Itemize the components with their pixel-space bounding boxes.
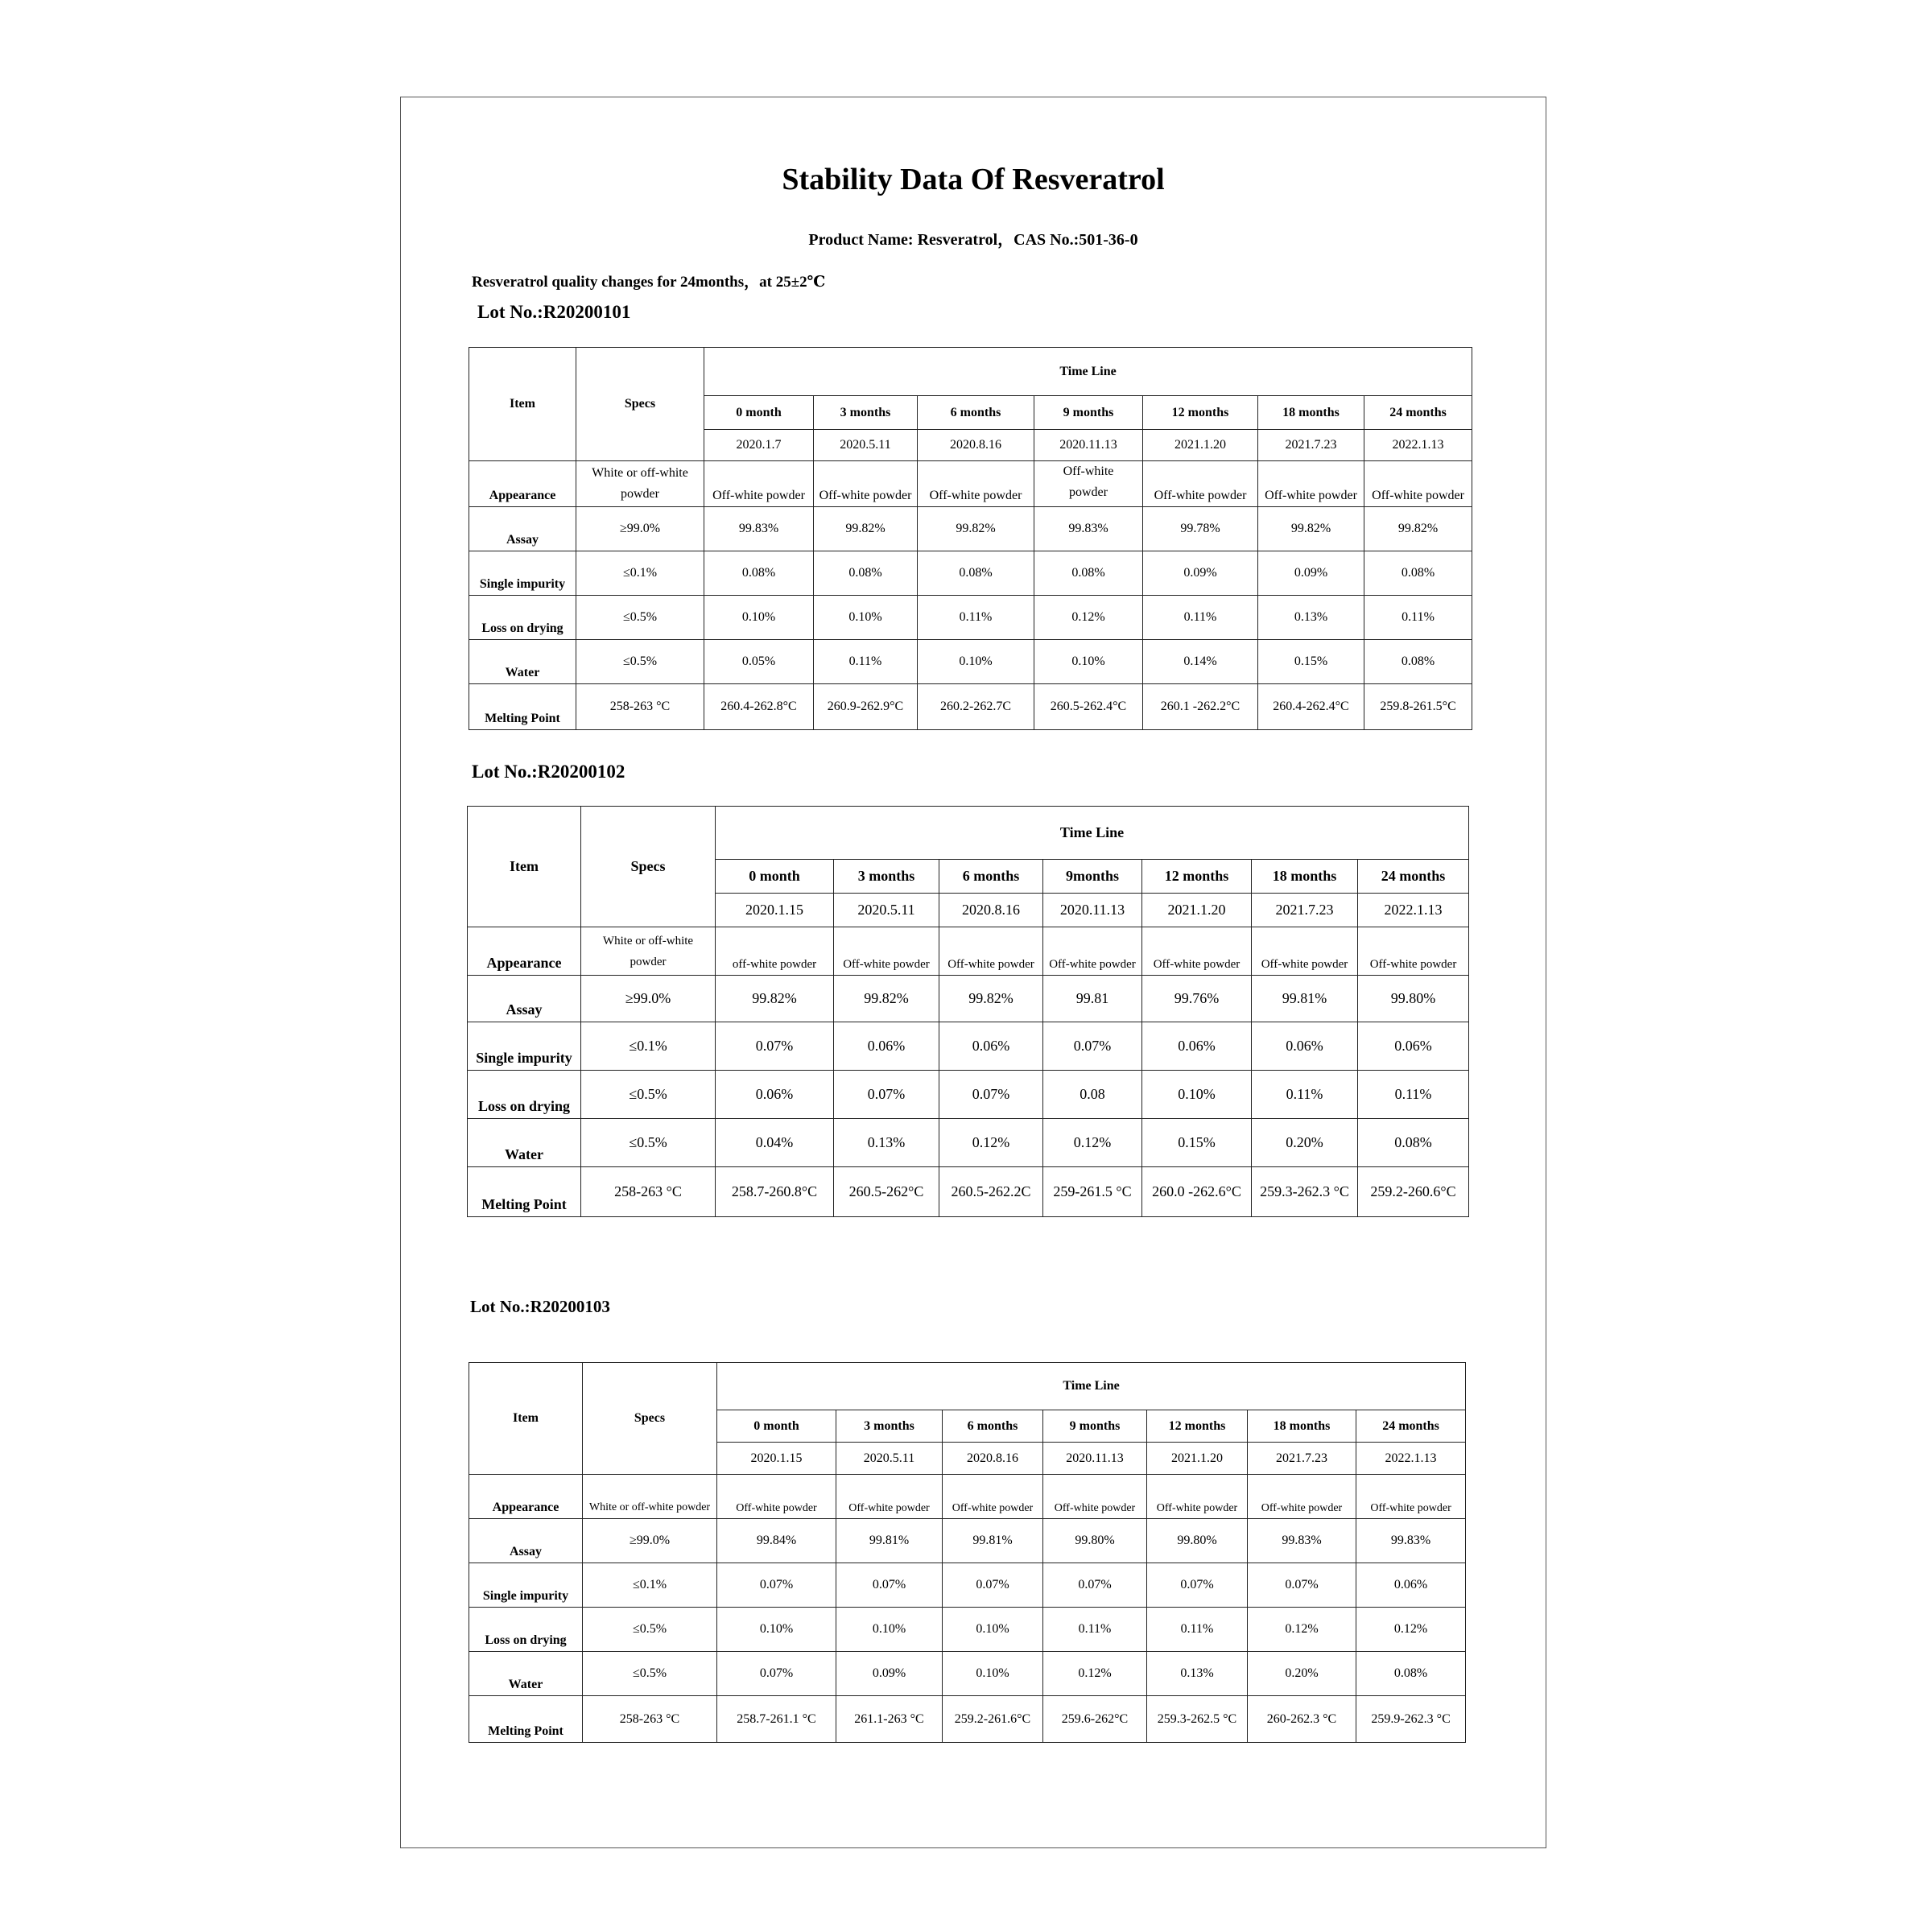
spec-cell: ≤0.5% [581, 1071, 716, 1119]
item-label: Melting Point [468, 1167, 581, 1217]
value-cell: Off-white powder [704, 461, 814, 507]
item-label: Assay [469, 1519, 583, 1563]
value-cell: 0.11% [1043, 1608, 1147, 1652]
value-cell: 0.11% [1143, 596, 1258, 640]
value-cell: 0.06% [1358, 1022, 1469, 1071]
value-cell: Off-white powder [834, 927, 939, 976]
header-item: Item [469, 348, 576, 461]
value-cell: 0.07% [1043, 1563, 1147, 1608]
value-cell: 260.5-262.4°C [1034, 684, 1143, 730]
value-cell: 0.07% [1043, 1022, 1142, 1071]
value-cell: Off-white powder [1143, 461, 1258, 507]
value-cell: 0.07% [836, 1563, 943, 1608]
table-row [469, 1519, 1466, 1563]
value-cell: 0.07% [1147, 1563, 1248, 1608]
value-cell: Off-white powder [1364, 461, 1472, 507]
value-cell: 99.82% [814, 507, 918, 551]
header-timeline: Time Line [716, 807, 1469, 860]
value-cell: 99.83% [1356, 1519, 1466, 1563]
date-cell: 2020.8.16 [939, 894, 1043, 927]
item-label: Loss on drying [468, 1071, 581, 1119]
value-cell: 0.12% [1248, 1608, 1356, 1652]
table-row [468, 1119, 1469, 1167]
value-cell: 99.81% [836, 1519, 943, 1563]
table-row [469, 1563, 1466, 1608]
value-cell: 0.08% [704, 551, 814, 596]
value-cell: 0.06% [716, 1071, 834, 1119]
value-cell: 0.10% [1034, 640, 1143, 684]
value-cell: Off-white powder [943, 1475, 1043, 1519]
value-cell: 0.12% [1034, 596, 1143, 640]
value-cell: 0.06% [1356, 1563, 1466, 1608]
value-cell: 0.12% [939, 1119, 1043, 1167]
table-row [469, 1475, 1466, 1519]
value-cell: 0.13% [1258, 596, 1364, 640]
month-header: 6 months [939, 860, 1043, 894]
page-title: Stability Data Of Resveratrol [782, 163, 1165, 196]
value-cell: 259.6-262°C [1043, 1696, 1147, 1743]
value-cell: 260.4-262.8°C [704, 684, 814, 730]
value-cell: 0.13% [834, 1119, 939, 1167]
header-specs: Specs [581, 807, 716, 927]
value-cell: 99.80% [1358, 976, 1469, 1022]
value-cell: 99.83% [1248, 1519, 1356, 1563]
value-cell: 0.10% [814, 596, 918, 640]
spec-cell: 258-263 °C [581, 1167, 716, 1217]
value-cell: Off-white powder [1043, 1475, 1147, 1519]
date-cell: 2021.7.23 [1258, 430, 1364, 461]
stability-table-lot-2 [467, 806, 1469, 1217]
value-cell: 0.11% [918, 596, 1034, 640]
value-cell: 0.07% [834, 1071, 939, 1119]
value-cell: 0.08% [1356, 1652, 1466, 1696]
value-cell: 99.81 [1043, 976, 1142, 1022]
product-subtitle: Product Name: Resveratrol，CAS No.:501-36-0 [808, 231, 1138, 249]
month-header: 12 months [1147, 1410, 1248, 1443]
intro-line: Resveratrol quality changes for 24months，at 25±2℃ [472, 274, 826, 291]
value-cell: 260.5-262.2C [939, 1167, 1043, 1217]
value-cell: 0.08% [1364, 640, 1472, 684]
date-cell: 2020.1.15 [716, 894, 834, 927]
month-header: 18 months [1252, 860, 1358, 894]
stability-table-lot-3 [469, 1362, 1466, 1743]
value-cell: Off-white powder [918, 461, 1034, 507]
value-cell: 260-262.3 °C [1248, 1696, 1356, 1743]
value-cell: 0.08 [1043, 1071, 1142, 1119]
value-cell: Off-white powder [1043, 927, 1142, 976]
value-cell: Off-white powder [939, 927, 1043, 976]
table-row [469, 1696, 1466, 1743]
date-cell: 2021.1.20 [1142, 894, 1252, 927]
value-cell: 0.20% [1252, 1119, 1358, 1167]
header-timeline: Time Line [717, 1363, 1466, 1410]
table-row [469, 596, 1472, 640]
item-label: Water [469, 1652, 583, 1696]
month-header: 18 months [1258, 396, 1364, 430]
month-header: 3 months [814, 396, 918, 430]
value-cell: 0.11% [1358, 1071, 1469, 1119]
value-cell: 0.08% [1358, 1119, 1469, 1167]
value-cell: 259.2-261.6°C [943, 1696, 1043, 1743]
value-cell: 99.81% [943, 1519, 1043, 1563]
value-cell: 259.2-260.6°C [1358, 1167, 1469, 1217]
month-header: 24 months [1358, 860, 1469, 894]
value-cell: 259.3-262.3 °C [1252, 1167, 1358, 1217]
spec-cell: 258-263 °C [583, 1696, 717, 1743]
date-cell: 2021.1.20 [1143, 430, 1258, 461]
value-cell: Off-white powder [1034, 461, 1143, 507]
value-cell: 0.06% [834, 1022, 939, 1071]
value-cell: 0.10% [943, 1608, 1043, 1652]
value-cell: 0.08% [814, 551, 918, 596]
value-cell: 99.80% [1043, 1519, 1147, 1563]
value-cell: Off-white powder [1142, 927, 1252, 976]
item-label: Melting Point [469, 684, 576, 730]
value-cell: 0.09% [1258, 551, 1364, 596]
item-label: Water [469, 640, 576, 684]
value-cell: 0.15% [1258, 640, 1364, 684]
spec-cell: ≤0.5% [583, 1608, 717, 1652]
table-row [468, 1071, 1469, 1119]
table-row [469, 1608, 1466, 1652]
lot-label-1: Lot No.:R20200101 [477, 302, 631, 322]
spec-cell: White or off-white powder [581, 927, 716, 976]
spec-cell: ≤0.1% [581, 1022, 716, 1071]
month-header: 9 months [1043, 1410, 1147, 1443]
spec-cell: 258-263 °C [576, 684, 704, 730]
table-row [468, 1022, 1469, 1071]
value-cell: off-white powder [716, 927, 834, 976]
value-cell: 260.2-262.7C [918, 684, 1034, 730]
value-cell: 260.5-262°C [834, 1167, 939, 1217]
value-cell: 99.78% [1143, 507, 1258, 551]
value-cell: 99.82% [716, 976, 834, 1022]
value-cell: 99.82% [1364, 507, 1472, 551]
item-label: Single impurity [469, 551, 576, 596]
value-cell: 0.07% [1248, 1563, 1356, 1608]
value-cell: 0.10% [918, 640, 1034, 684]
table-row [469, 684, 1472, 730]
month-header: 24 months [1364, 396, 1472, 430]
value-cell: 260.1 -262.2°C [1143, 684, 1258, 730]
month-header: 12 months [1143, 396, 1258, 430]
month-header: 6 months [943, 1410, 1043, 1443]
spec-cell: ≥99.0% [583, 1519, 717, 1563]
value-cell: 259.8-261.5°C [1364, 684, 1472, 730]
date-cell: 2020.11.13 [1043, 894, 1142, 927]
value-cell: 0.12% [1043, 1119, 1142, 1167]
date-cell: 2020.5.11 [834, 894, 939, 927]
item-label: Melting Point [469, 1696, 583, 1743]
value-cell: Off-white powder [1248, 1475, 1356, 1519]
value-cell: 99.82% [939, 976, 1043, 1022]
value-cell: 0.04% [716, 1119, 834, 1167]
stability-table-lot-1 [469, 347, 1472, 730]
value-cell: 0.10% [704, 596, 814, 640]
value-cell: 0.07% [716, 1022, 834, 1071]
value-cell: 0.14% [1143, 640, 1258, 684]
value-cell: 258.7-260.8°C [716, 1167, 834, 1217]
value-cell: 259-261.5 °C [1043, 1167, 1142, 1217]
month-header: 0 month [704, 396, 814, 430]
value-cell: 259.3-262.5 °C [1147, 1696, 1248, 1743]
value-cell: 259.9-262.3 °C [1356, 1696, 1466, 1743]
value-cell: 99.83% [704, 507, 814, 551]
date-cell: 2020.1.7 [704, 430, 814, 461]
value-cell: Off-white powder [1358, 927, 1469, 976]
spec-cell: ≤0.5% [581, 1119, 716, 1167]
month-header: 24 months [1356, 1410, 1466, 1443]
date-cell: 2020.5.11 [836, 1443, 943, 1475]
date-cell: 2022.1.13 [1364, 430, 1472, 461]
value-cell: 99.82% [918, 507, 1034, 551]
table-row [469, 640, 1472, 684]
date-cell: 2021.1.20 [1147, 1443, 1248, 1475]
month-header: 9months [1043, 860, 1142, 894]
value-cell: 0.11% [1252, 1071, 1358, 1119]
header-specs: Specs [576, 348, 704, 461]
value-cell: Off-white powder [836, 1475, 943, 1519]
value-cell: 0.10% [717, 1608, 836, 1652]
value-cell: 0.15% [1142, 1119, 1252, 1167]
value-cell: 0.06% [939, 1022, 1043, 1071]
value-cell: 99.80% [1147, 1519, 1248, 1563]
table-row [469, 507, 1472, 551]
item-label: Loss on drying [469, 1608, 583, 1652]
value-cell: 0.10% [836, 1608, 943, 1652]
spec-cell: ≤0.1% [576, 551, 704, 596]
value-cell: 0.10% [1142, 1071, 1252, 1119]
value-cell: 0.07% [939, 1071, 1043, 1119]
lot-label-2: Lot No.:R20200102 [472, 762, 625, 782]
month-header: 0 month [717, 1410, 836, 1443]
value-cell: 99.84% [717, 1519, 836, 1563]
value-cell: 258.7-261.1 °C [717, 1696, 836, 1743]
value-cell: 99.82% [1258, 507, 1364, 551]
item-label: Water [468, 1119, 581, 1167]
item-label: Single impurity [469, 1563, 583, 1608]
header-timeline: Time Line [704, 348, 1472, 396]
table-row [468, 976, 1469, 1022]
spec-cell: ≤0.1% [583, 1563, 717, 1608]
value-cell: Off-white powder [814, 461, 918, 507]
item-label: Assay [468, 976, 581, 1022]
date-cell: 2021.7.23 [1252, 894, 1358, 927]
value-cell: 0.12% [1356, 1608, 1466, 1652]
item-label: Appearance [468, 927, 581, 976]
table-row [469, 461, 1472, 507]
value-cell: Off-white powder [1258, 461, 1364, 507]
date-cell: 2020.8.16 [918, 430, 1034, 461]
value-cell: 99.83% [1034, 507, 1143, 551]
item-label: Assay [469, 507, 576, 551]
value-cell: Off-white powder [1147, 1475, 1248, 1519]
item-label: Loss on drying [469, 596, 576, 640]
value-cell: 260.0 -262.6°C [1142, 1167, 1252, 1217]
month-header: 18 months [1248, 1410, 1356, 1443]
value-cell: 0.07% [717, 1563, 836, 1608]
value-cell: 261.1-263 °C [836, 1696, 943, 1743]
value-cell: 0.11% [1364, 596, 1472, 640]
spec-cell: ≤0.5% [576, 640, 704, 684]
document-page [400, 97, 1546, 1848]
value-cell: 260.9-262.9°C [814, 684, 918, 730]
month-header: 12 months [1142, 860, 1252, 894]
value-cell: 0.09% [836, 1652, 943, 1696]
date-cell: 2020.11.13 [1034, 430, 1143, 461]
month-header: 6 months [918, 396, 1034, 430]
value-cell: 99.76% [1142, 976, 1252, 1022]
spec-cell: White or off-white powder [583, 1475, 717, 1519]
table-row [468, 927, 1469, 976]
header-specs: Specs [583, 1363, 717, 1475]
month-header: 3 months [836, 1410, 943, 1443]
item-label: Appearance [469, 1475, 583, 1519]
month-header: 0 month [716, 860, 834, 894]
header-item: Item [468, 807, 581, 927]
value-cell: 0.12% [1043, 1652, 1147, 1696]
table-row [469, 551, 1472, 596]
value-cell: Off-white powder [1356, 1475, 1466, 1519]
table-row [468, 1167, 1469, 1217]
date-cell: 2022.1.13 [1356, 1443, 1466, 1475]
date-cell: 2020.8.16 [943, 1443, 1043, 1475]
value-cell: 99.82% [834, 976, 939, 1022]
value-cell: 0.06% [1252, 1022, 1358, 1071]
value-cell: 0.08% [1364, 551, 1472, 596]
item-label: Single impurity [468, 1022, 581, 1071]
value-cell: Off-white powder [1252, 927, 1358, 976]
date-cell: 2021.7.23 [1248, 1443, 1356, 1475]
value-cell: 0.11% [814, 640, 918, 684]
table-row [469, 1652, 1466, 1696]
date-cell: 2020.5.11 [814, 430, 918, 461]
value-cell: 0.09% [1143, 551, 1258, 596]
value-cell: 0.10% [943, 1652, 1043, 1696]
value-cell: 99.81% [1252, 976, 1358, 1022]
month-header: 9 months [1034, 396, 1143, 430]
item-label: Appearance [469, 461, 576, 507]
date-cell: 2022.1.13 [1358, 894, 1469, 927]
month-header: 3 months [834, 860, 939, 894]
value-cell: 0.07% [943, 1563, 1043, 1608]
value-cell: 0.06% [1142, 1022, 1252, 1071]
lot-label-3: Lot No.:R20200103 [470, 1297, 610, 1316]
value-cell: 0.05% [704, 640, 814, 684]
spec-cell: White or off-white powder [576, 461, 704, 507]
value-cell: 260.4-262.4°C [1258, 684, 1364, 730]
value-cell: Off-white powder [717, 1475, 836, 1519]
value-cell: 0.08% [918, 551, 1034, 596]
value-cell: 0.11% [1147, 1608, 1248, 1652]
value-cell: 0.08% [1034, 551, 1143, 596]
spec-cell: ≥99.0% [581, 976, 716, 1022]
value-cell: 0.13% [1147, 1652, 1248, 1696]
date-cell: 2020.1.15 [717, 1443, 836, 1475]
spec-cell: ≥99.0% [576, 507, 704, 551]
header-item: Item [469, 1363, 583, 1475]
spec-cell: ≤0.5% [576, 596, 704, 640]
date-cell: 2020.11.13 [1043, 1443, 1147, 1475]
value-cell: 0.20% [1248, 1652, 1356, 1696]
value-cell: 0.07% [717, 1652, 836, 1696]
spec-cell: ≤0.5% [583, 1652, 717, 1696]
